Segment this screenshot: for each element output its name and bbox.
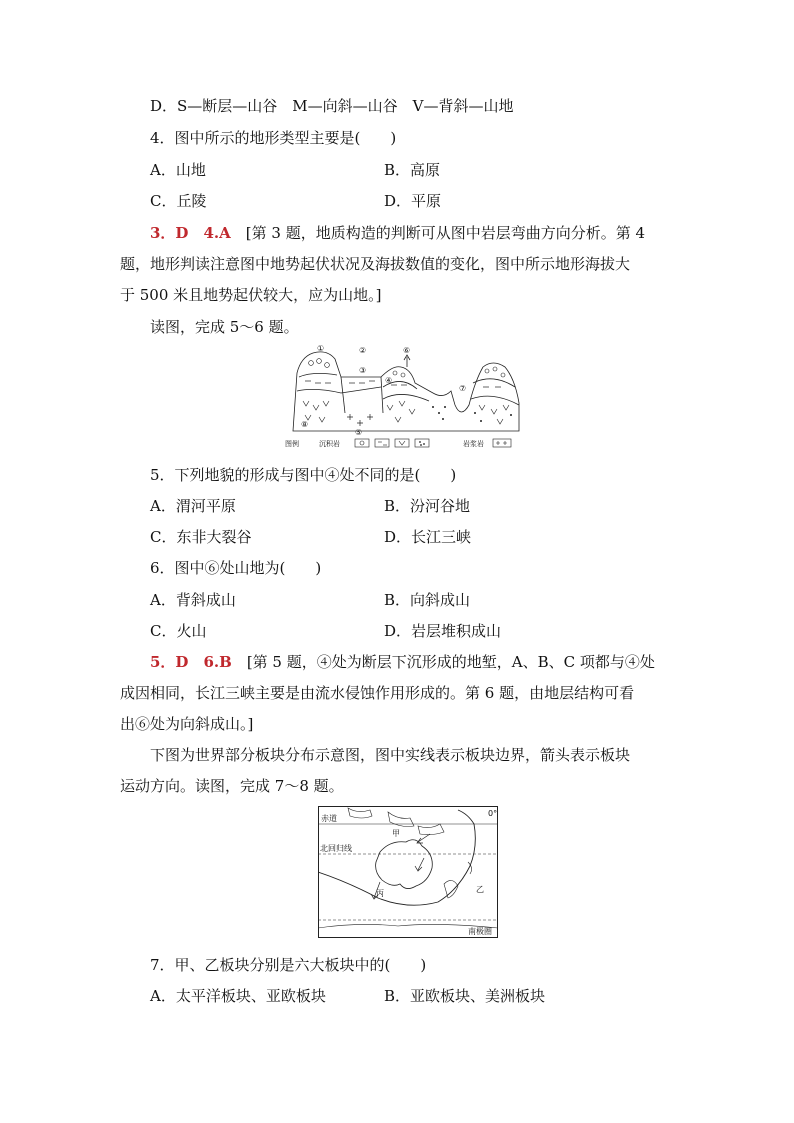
explanation: [第 3 题，地质构造的判断可从图中岩层弯曲方向分析。第 4 [245,224,646,242]
legend-sedimentary-label: 沉积岩 [319,440,340,448]
legend-title: 图例 [285,440,299,448]
q6-stem: 6．图中⑥处山地为( ) [150,559,322,577]
answer-5-6 [150,652,655,672]
answer-key: 3．D 4.A [150,224,231,242]
magma-pattern [347,414,373,426]
q3-option-d: D．S—断层—山谷 M—向斜—山谷 V—背斜—山地 [150,97,514,115]
tropic-label: 北回归线 [320,844,352,853]
q6-option-a: A．背斜成山 [150,591,236,609]
label-4: ④ [385,376,393,385]
legend-magma-label: 岩浆岩 [463,440,484,448]
sandstone-pattern [432,406,512,422]
q5-option-d: D．长江三峡 [384,528,472,546]
equator-label: 赤道 [321,814,337,823]
answer-5-6-line3: 出⑥处为向斜成山。] [120,715,254,733]
label-5: ⑤ [355,428,363,437]
q4-option-c: C．丘陵 [150,192,207,210]
antarctic-circle-label: 南极圈 [468,927,492,936]
map-frame [319,807,498,938]
q5-option-b: B．汾河谷地 [384,497,471,515]
plate-yi-label: 乙 [476,885,484,894]
degree-label: 0° [488,809,498,818]
limestone-pattern [303,401,509,424]
plates-map-figure [318,806,498,938]
label-1: ① [317,344,325,353]
q7-option-a: A．太平洋板块、亚欧板块 [150,987,326,1005]
q4-option-b: B．高原 [384,161,441,179]
label-8: ⑧ [301,420,309,429]
q4-option-a: A．山地 [150,161,206,179]
intro-5-6: 读图，完成 5～6 题。 [150,318,299,336]
q7-stem: 7．甲、乙板块分别是六大板块中的( ) [150,956,427,974]
answer-3-4-line3: 于 500 米且地势起伏较大，应为山地。] [120,286,382,304]
answer-key: 5．D 6.B [150,653,232,671]
answer-3-4 [150,223,645,243]
explanation: [第 5 题，④处为断层下沉形成的地堑，A、B、C 项都与④处 [246,653,655,671]
plate-jia-label: 甲 [392,829,400,838]
intro-7-8-line2: 运动方向。读图，完成 7～8 题。 [120,777,344,795]
q6-option-d: D．岩层堆积成山 [384,622,502,640]
answer-3-4-line2: 题，地形判读注意图中地势起伏状况及海拔数值的变化，图中所示地形海拔大 [120,255,631,273]
q6-option-b: B．向斜成山 [384,591,471,609]
q6-option-c: C．火山 [150,622,207,640]
q7-option-b: B．亚欧板块、美洲板块 [384,987,546,1005]
q4-stem: 4．图中所示的地形类型主要是( ) [150,129,397,147]
q5-option-c: C．东非大裂谷 [150,528,252,546]
label-7: ⑦ [459,384,467,393]
label-6: ⑥ [403,346,411,355]
label-3: ③ [359,366,367,375]
label-2: ② [359,346,367,355]
intro-7-8-line1: 下图为世界部分板块分布示意图，图中实线表示板块边界，箭头表示板块 [150,746,631,764]
q5-stem: 5．下列地貌的形成与图中④处不同的是( ) [150,466,457,484]
answer-5-6-line2: 成因相同，长江三峡主要是由流水侵蚀作用形成的。第 6 题，由地层结构可看 [120,684,635,702]
geology-cross-section-figure [283,343,523,455]
q4-option-d: D．平原 [384,192,442,210]
q5-option-a: A．渭河平原 [150,497,236,515]
plate-bing-label: 丙 [376,889,384,898]
